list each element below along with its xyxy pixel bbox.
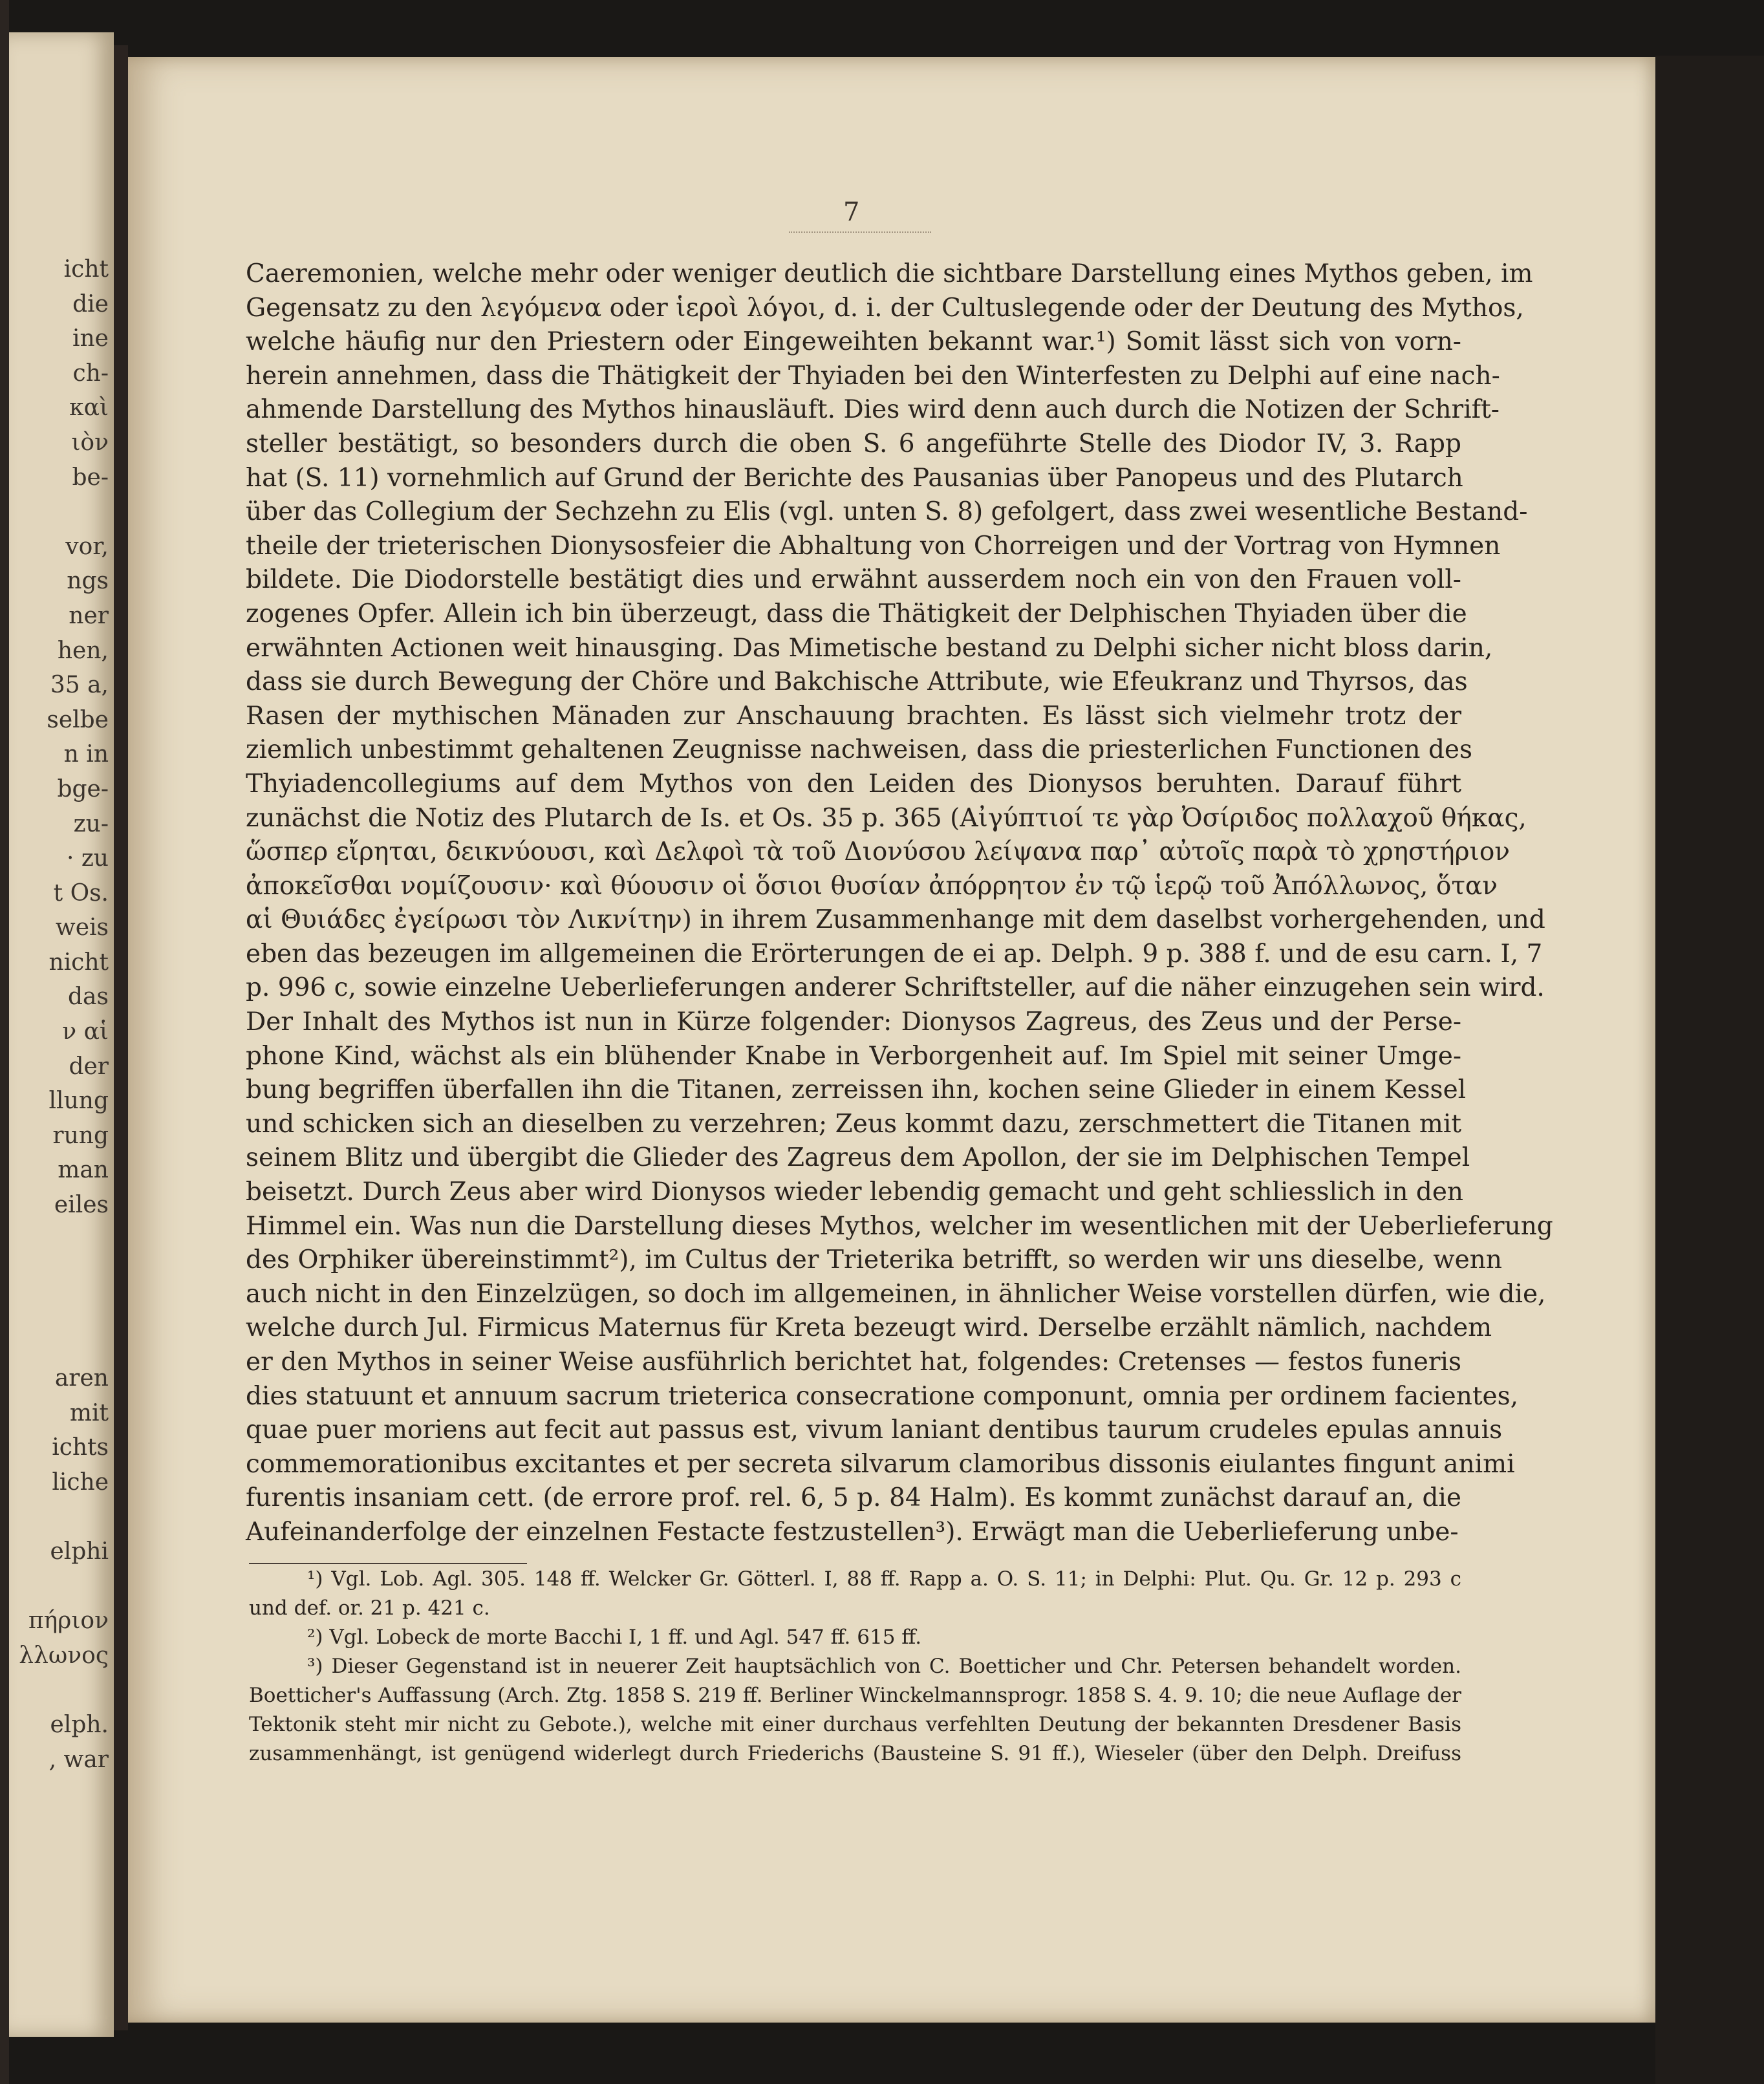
text-line: ὥσπερ εἴρηται, δεικνύουσι, καὶ Δελφοὶ τὰ τοῦ Διονύσου λείψανα παρ᾽ αὐτοῖς παρὰ τὸ χρηστήριον xyxy=(246,837,1511,867)
left-page-fragment: llung xyxy=(48,1088,109,1115)
text-line: ahmende Darstellung des Mythos hinausläuft. Dies wird denn auch durch die Notizen der Schrift- xyxy=(246,395,1500,425)
left-page-fragment: eiles xyxy=(54,1192,109,1219)
text-line: zogenes Opfer. Allein ich bin überzeugt, dass die Thätigkeit der Delphischen Thyiaden über die xyxy=(246,599,1467,628)
left-page-fragment xyxy=(19,495,109,530)
left-page-fragment: ichts xyxy=(52,1434,109,1461)
left-page-fragment: bge- xyxy=(57,775,109,802)
left-page-fragment: · zu xyxy=(66,845,109,872)
left-page-fragment: hen, xyxy=(57,637,109,664)
text-line: Gegensatz zu den λεγόμενα oder ἱεροὶ λόγοι, d. i. der Cultuslegende oder der Deutung des Mythos, xyxy=(246,293,1524,323)
footnote-line: Tektonik steht mir nicht zu Gebote.), welche mit einer durchaus verfehlten Deutung der bekannten Dresdener Basis xyxy=(249,1713,1461,1736)
footnote-line: ³) Dieser Gegenstand ist in neuerer Zeit hauptsächlich von C. Boetticher und Chr. Petersen behandelt worden. xyxy=(307,1655,1461,1678)
left-page-fragment: mit xyxy=(69,1399,109,1426)
text-line: beisetzt. Durch Zeus aber wird Dionysos wieder lebendig gemacht und geht schliesslich in den xyxy=(246,1177,1464,1207)
text-line: erwähnten Actionen weit hinausging. Das Mimetische bestand zu Delphi sicher nicht bloss darin, xyxy=(246,633,1493,663)
text-line: Caeremonien, welche mehr oder weniger deutlich die sichtbare Darstellung eines Mythos geben, im xyxy=(246,259,1533,288)
text-line: welche durch Jul. Firmicus Maternus für Kreta bezeugt wird. Derselbe erzählt nämlich, nachdem xyxy=(246,1313,1492,1343)
text-line: dies statuunt et annuum sacrum trieterica consecratione componunt, omnia per ordinem facientes, xyxy=(246,1381,1519,1411)
left-page-fragment xyxy=(19,1292,109,1327)
left-page-fragment: 35 a, xyxy=(50,672,109,699)
left-page-fragment xyxy=(19,1499,109,1534)
left-page-fragment: icht xyxy=(63,256,109,283)
text-line: bung begriffen überfallen ihn die Titanen, zerreissen ihn, kochen seine Glieder in einem Kessel xyxy=(246,1075,1467,1105)
text-line: p. 996 c, sowie einzelne Ueberlieferungen anderer Schriftsteller, auf die näher einzugehen sein wird. xyxy=(246,973,1545,1003)
text-line: quae puer moriens aut fecit aut passus est, vivum laniant dentibus taurum crudeles epulas annuis xyxy=(246,1415,1503,1445)
text-line: Himmel ein. Was nun die Darstellung dieses Mythos, welcher im wesentlichen mit der Ueberlieferung xyxy=(246,1211,1553,1241)
text-line: commemorationibus excitantes et per secreta silvarum clamoribus dissonis eiulantes fingunt animi xyxy=(246,1449,1515,1479)
left-page-fragment: aren xyxy=(54,1365,109,1391)
left-page-fragment xyxy=(19,1223,109,1258)
text-line: Der Inhalt des Mythos ist nun in Kürze folgender: Dionysos Zagreus, des Zeus und der Perse- xyxy=(246,1007,1461,1037)
left-page-fragment: nicht xyxy=(48,949,109,976)
text-line: furentis insaniam cett. (de errore prof. rel. 6, 5 p. 84 Halm). Es kommt zunächst darauf an, die xyxy=(246,1483,1461,1513)
text-line: theile der trieterischen Dionysosfeier die Abhaltung von Chorreigen und der Vortrag von Hymnen xyxy=(246,531,1501,561)
left-page-fragment: vor, xyxy=(65,533,109,560)
left-page-fragment: ιὸν xyxy=(71,429,109,456)
left-page-fragment: πήριον xyxy=(28,1607,109,1635)
left-page xyxy=(9,32,114,2037)
footnote-line: Boetticher's Auffassung (Arch. Ztg. 1858 S. 219 ff. Berliner Winckelmannsprogr. 1858 S. 4. 9. 10; die neue Auflage der xyxy=(249,1684,1461,1707)
text-line: αἱ Θυιάδες ἐγείρωσι τὸν Λικνίτην) in ihrem Zusammenhange mit dem daselbst vorhergehenden, und xyxy=(246,905,1545,935)
footnote-line: ¹) Vgl. Lob. Agl. 305. 148 ff. Welcker Gr. Götterl. I, 88 ff. Rapp a. O. S. 11; in Delphi: Plut. Qu. Gr. 12 p. 293 c xyxy=(307,1567,1461,1591)
text-line: hat (S. 11) vornehmlich auf Grund der Berichte des Pausanias über Panopeus und des Plutarch xyxy=(246,463,1463,493)
footnotes xyxy=(249,1565,1461,1768)
text-line: er den Mythos in seiner Weise ausführlich berichtet hat, folgendes: Cretenses — festos funeris xyxy=(246,1348,1461,1377)
page-number-ornament xyxy=(789,231,931,234)
left-page-fragment xyxy=(19,1569,109,1604)
footnote-line: ²) Vgl. Lobeck de morte Bacchi I, 1 ff. und Agl. 547 ff. 615 ff. xyxy=(307,1626,922,1649)
background-shadow xyxy=(1655,56,1764,2084)
text-line: herein annehmen, dass die Thätigkeit der Thyiaden bei den Winterfesten zu Delphi auf eine nach- xyxy=(246,361,1500,391)
left-page-fragment: elphi xyxy=(50,1538,109,1565)
text-line: zunächst die Notiz des Plutarch de Is. et Os. 35 p. 365 (Αἰγύπτιοί τε γὰρ Ὀσίριδος πολλαχοῦ θήκας, xyxy=(246,803,1527,833)
text-line: des Orphiker übereinstimmt²), im Cultus der Trieterika betrifft, so werden wir uns dieselbe, wenn xyxy=(246,1245,1502,1275)
text-line: Thyiadencollegiums auf dem Mythos von den Leiden des Dionysos beruhten. Darauf führt xyxy=(246,769,1461,799)
left-page-fragment: die xyxy=(72,290,109,317)
left-page-fragment xyxy=(19,1326,109,1361)
left-page-fragment: selbe xyxy=(47,706,109,733)
left-page-fragment: ine xyxy=(72,325,109,352)
left-page-fragment: der xyxy=(69,1053,109,1080)
text-line: seinem Blitz und übergibt die Glieder des Zagreus dem Apollon, der sie im Delphischen Tempel xyxy=(246,1143,1470,1173)
left-page-fragment: rung xyxy=(52,1122,109,1149)
left-page-fragment: καὶ xyxy=(69,394,109,422)
text-line: auch nicht in den Einzelzügen, so doch im allgemeinen, in ähnlicher Weise vorstellen dürfen, wie die, xyxy=(246,1279,1546,1309)
left-page-fragment: weis xyxy=(55,914,109,941)
left-page-fragment: ν αἱ xyxy=(62,1018,109,1046)
text-line: und schicken sich an dieselben zu verzehren; Zeus kommt dazu, zerschmettert die Titanen mit xyxy=(246,1109,1461,1139)
book-gutter xyxy=(0,0,9,2084)
text-line: ziemlich unbestimmt gehaltenen Zeugnisse nachweisen, dass die priesterlichen Functionen des xyxy=(246,735,1473,765)
left-page-fragment: t Os. xyxy=(53,879,109,907)
text-line: dass sie durch Bewegung der Chöre und Bakchische Attribute, wie Efeukranz und Thyrsos, das xyxy=(246,667,1468,697)
text-line: phone Kind, wächst als ein blühender Knabe in Verborgenheit auf. Im Spiel mit seiner Umge- xyxy=(246,1041,1461,1071)
text-line: welche häufig nur den Priestern oder Eingeweihten bekannt war.¹) Somit lässt sich von vorn- xyxy=(246,327,1461,357)
left-page-fragment: zu- xyxy=(73,810,109,837)
text-line: eben das bezeugen im allgemeinen die Erörterungen de ei ap. Delph. 9 p. 388 f. und de esu carn. I, 7 xyxy=(246,939,1543,969)
left-page-fragment: be- xyxy=(72,464,109,491)
left-page-fragment: ngs xyxy=(67,568,109,595)
left-page-fragment: elph. xyxy=(50,1711,109,1738)
left-page-fragment: n in xyxy=(63,741,109,768)
left-page-fragment xyxy=(19,1257,109,1292)
text-line: ἀποκεῖσθαι νομίζουσιν· καὶ θύουσιν οἱ ὅσιοι θυσίαν ἀπόρρητον ἐν τῷ ἱερῷ τοῦ Ἀπόλλωνος, ὅταν xyxy=(246,871,1498,901)
text-line: bildete. Die Diodorstelle bestätigt dies und erwähnt ausserdem noch ein von den Frauen voll- xyxy=(246,565,1461,595)
left-page-fragment: ner xyxy=(69,602,109,629)
left-page-fragment: , war xyxy=(48,1746,109,1773)
footnote-line: zusammenhängt, ist genügend widerlegt durch Friederichs (Bausteine S. 91 ff.), Wieseler (über den Delph. Dreifuss xyxy=(249,1742,1461,1765)
left-page-text-fragments xyxy=(19,252,109,1777)
footnote-line: und def. or. 21 p. 421 c. xyxy=(249,1596,490,1620)
left-page-fragment: ch- xyxy=(72,360,109,387)
left-page-fragment: λλωνος xyxy=(19,1642,109,1669)
left-page-fragment: das xyxy=(68,983,109,1011)
text-line: Rasen der mythischen Mänaden zur Anschauung brachten. Es lässt sich vielmehr trotz der xyxy=(246,701,1461,731)
page-edge xyxy=(114,45,128,2030)
page-number: 7 xyxy=(843,197,860,227)
footnote-rule xyxy=(249,1563,527,1564)
left-page-fragment: liche xyxy=(52,1468,109,1496)
body-text xyxy=(246,257,1553,1550)
left-page-fragment: man xyxy=(58,1157,109,1184)
text-line: über das Collegium der Sechzehn zu Elis (vgl. unten S. 8) gefolgert, dass zwei wesentliche Bestand- xyxy=(246,497,1528,527)
text-line: Aufeinanderfolge der einzelnen Festacte festzustellen³). Erwägt man die Ueberlieferung unbe- xyxy=(246,1517,1459,1547)
text-line: steller bestätigt, so besonders durch die oben S. 6 angeführte Stelle des Diodor IV, 3. Rapp xyxy=(246,429,1461,458)
left-page-fragment xyxy=(19,1673,109,1708)
